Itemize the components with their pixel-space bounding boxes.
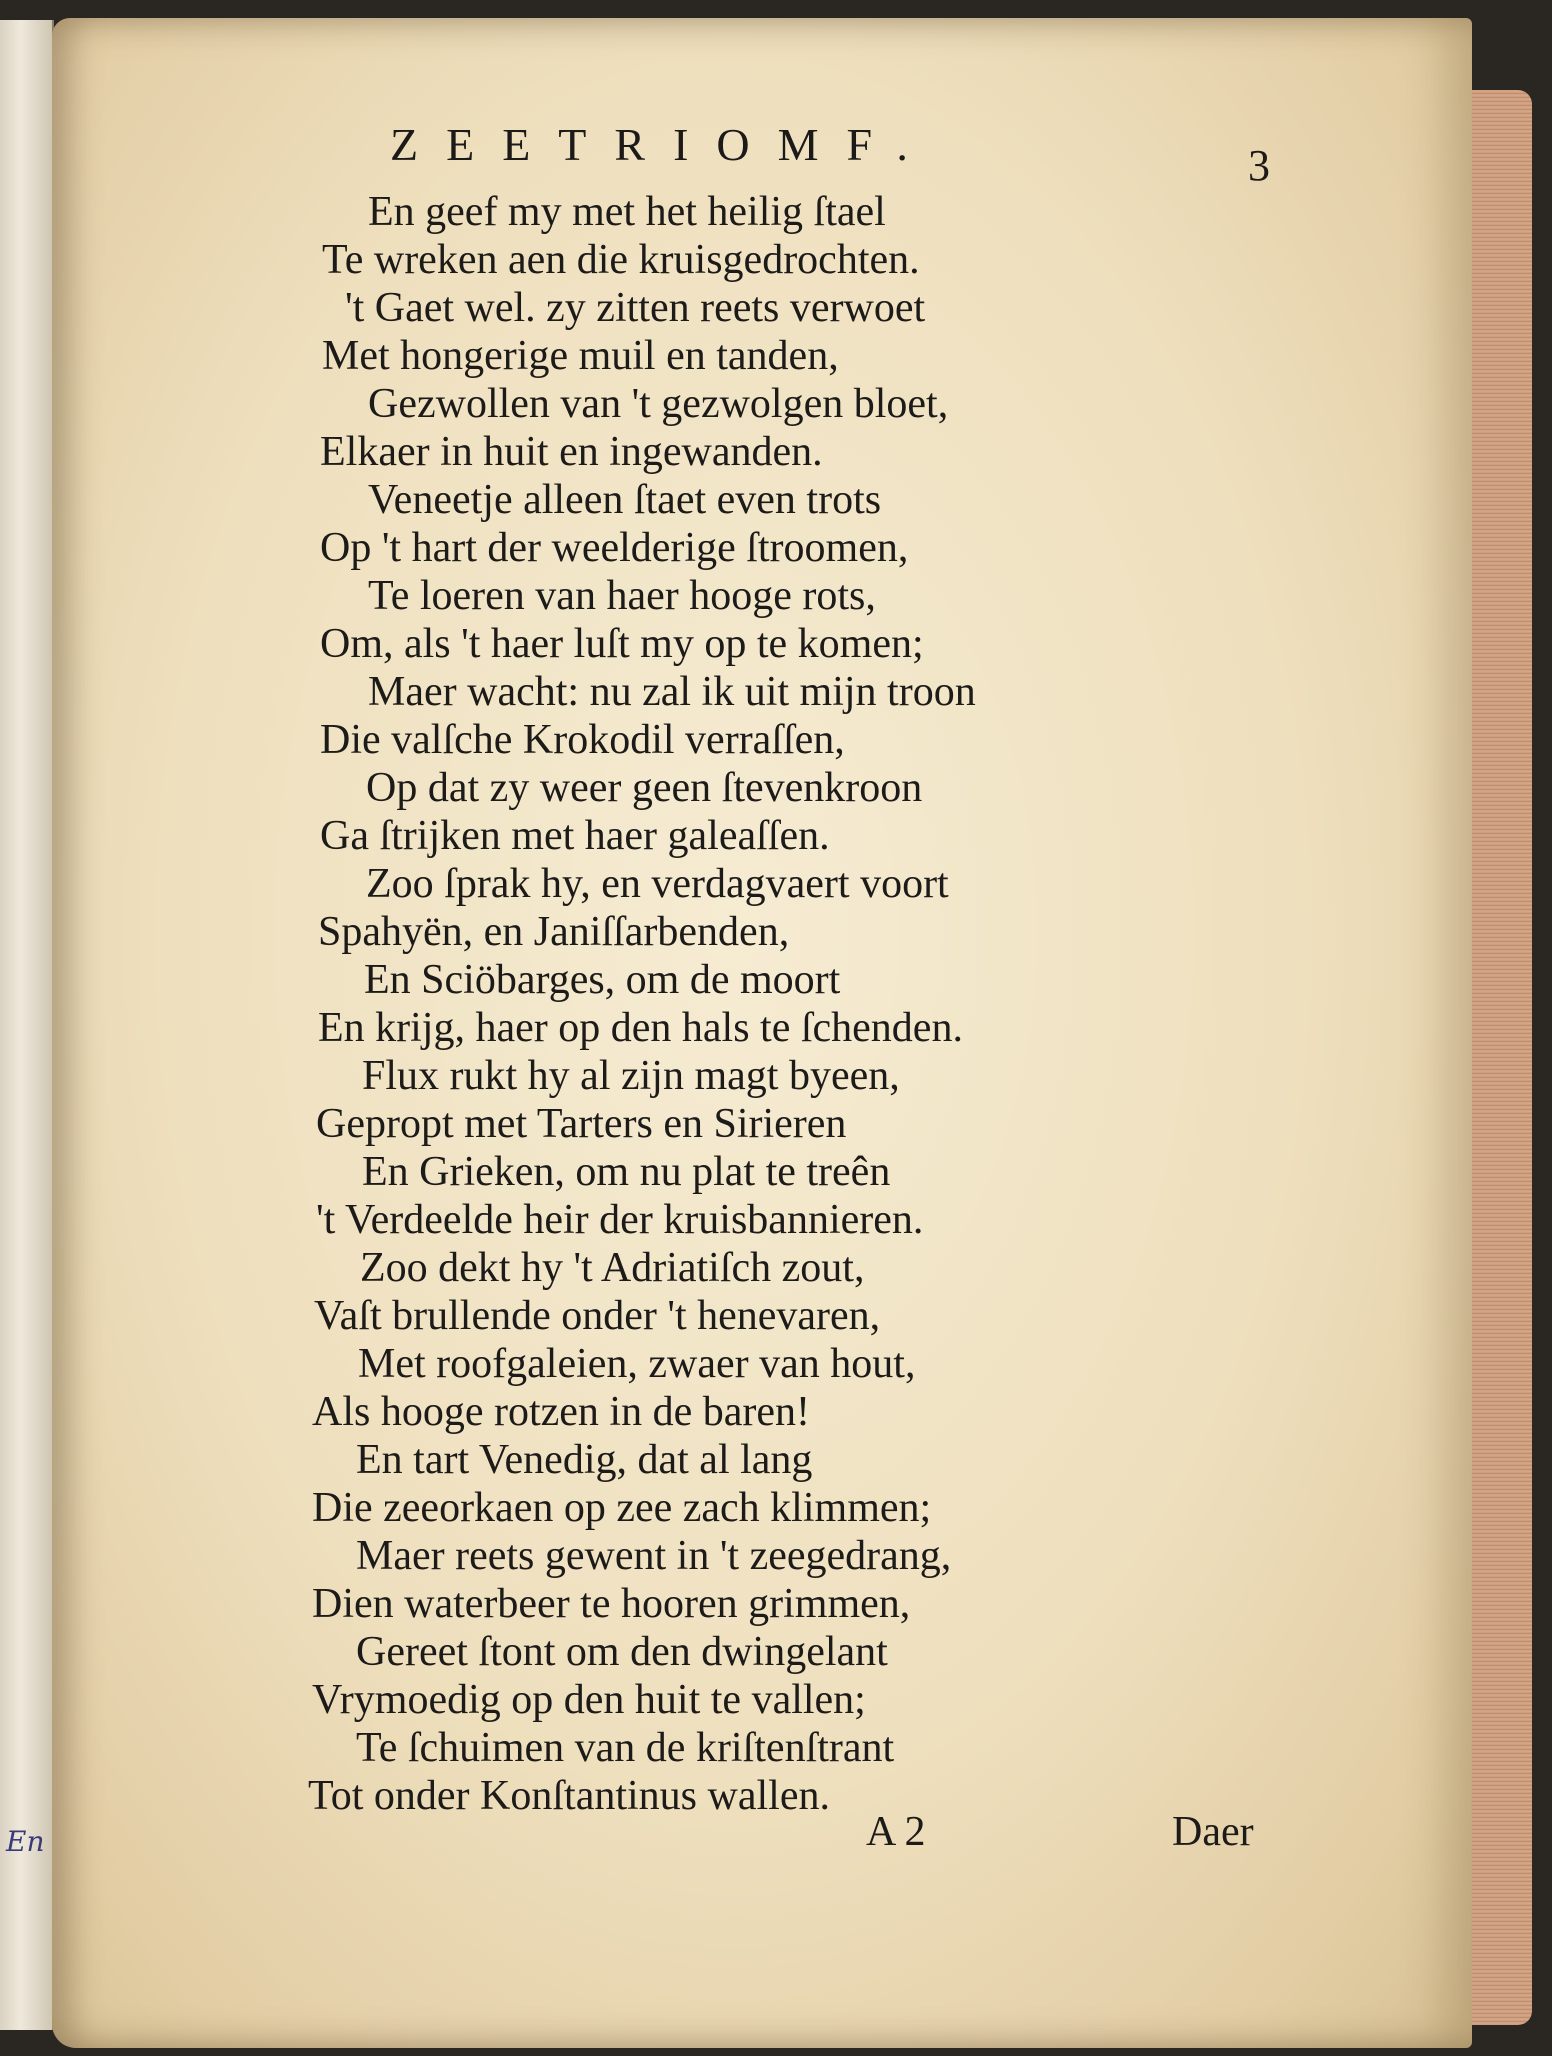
verse-line: En Sciöbarges, om de moort <box>364 957 841 1003</box>
verse-line: Spahyën, en Janiſſarbenden, <box>318 909 790 955</box>
signature-mark: A 2 <box>866 1809 926 1855</box>
verse-line: Ga ſtrijken met haer galeaſſen. <box>320 813 830 859</box>
verse-line: Te loeren van haer hooge rots, <box>368 573 876 619</box>
left-page-catchword: En <box>6 1825 45 1858</box>
page-number: 3 <box>1248 141 1270 190</box>
verse-line: Te wreken aen die kruisgedrochten. <box>322 237 920 283</box>
verse-line: Te ſchuimen van de kriſtenſtrant <box>356 1725 895 1771</box>
verse-line: Veneetje alleen ſtaet even trots <box>368 477 882 523</box>
verse-line: Vaſt brullende onder 't henevaren, <box>314 1293 881 1339</box>
verse-line: En Grieken, om nu plat te treên <box>362 1149 891 1195</box>
catchword: Daer <box>1172 1809 1254 1855</box>
verse-line: Gezwollen van 't gezwolgen bloet, <box>368 381 949 427</box>
running-title: ZEETRIOMF. <box>390 119 936 170</box>
verse-line: Flux rukt hy al zijn magt byeen, <box>362 1053 900 1099</box>
verse-line: En krijg, haer op den hals te ſchenden. <box>318 1005 963 1051</box>
verse-line: Maer reets gewent in 't zeegedrang, <box>356 1533 952 1579</box>
verse-line: Als hooge rotzen in de baren! <box>312 1389 810 1435</box>
verse-line: Met roofgaleien, zwaer van hout, <box>358 1341 916 1387</box>
verse-line: Dien waterbeer te hooren grimmen, <box>312 1581 911 1627</box>
left-page-edge <box>0 20 54 2030</box>
verse-line: Gereet ſtont om den dwingelant <box>356 1629 888 1675</box>
verse-line: Vrymoedig op den huit te vallen; <box>312 1677 866 1723</box>
page-block-edge <box>1472 90 1532 2025</box>
verse-line: Zoo dekt hy 't Adriatiſch zout, <box>360 1245 865 1291</box>
verse-line: Gepropt met Tarters en Sirieren <box>316 1101 847 1147</box>
verse-line: Die valſche Krokodil verraſſen, <box>320 717 845 763</box>
verse-line: Die zeeorkaen op zee zach klimmen; <box>312 1485 932 1531</box>
verse-line: Maer wacht: nu zal ik uit mijn troon <box>368 669 976 715</box>
verse-line: Met hongerige muil en tanden, <box>322 333 839 379</box>
verse-line: 't Gaet wel. zy zitten reets verwoet <box>345 285 926 331</box>
verse-line: En geef my met het heilig ſtael <box>368 189 886 235</box>
verse-line: Tot onder Konſtantinus wallen. <box>308 1773 830 1819</box>
verse-line: Zoo ſprak hy, en verdagvaert voort <box>366 861 949 907</box>
verse-line: Op dat zy weer geen ſtevenkroon <box>366 765 923 811</box>
verse-line: Op 't hart der weelderige ſtroomen, <box>320 525 909 571</box>
verse-line: Om, als 't haer luſt my op te komen; <box>320 621 924 667</box>
verse-line: Elkaer in huit en ingewanden. <box>320 429 823 475</box>
verse-line: En tart Venedig, dat al lang <box>356 1437 813 1483</box>
verse-line: 't Verdeelde heir der kruisbannieren. <box>316 1197 924 1243</box>
